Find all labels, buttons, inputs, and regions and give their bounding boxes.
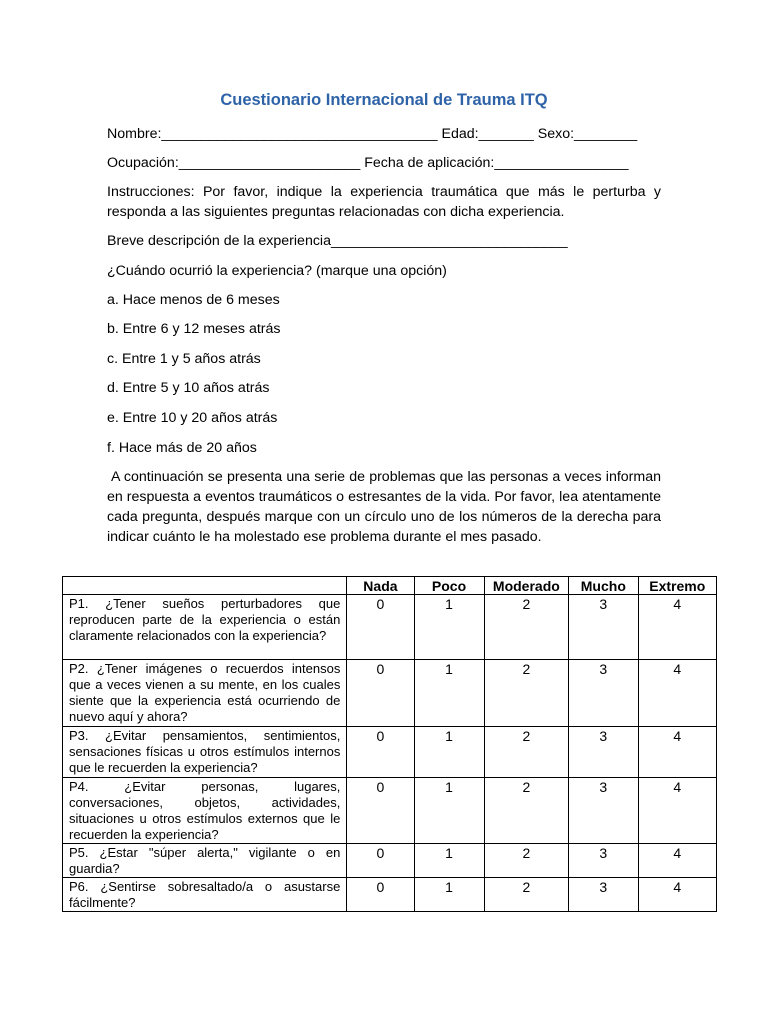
score-cell[interactable]: 4 bbox=[638, 660, 716, 727]
question-cell: P3. ¿Evitar pensamientos, sentimientos, sensaciones físicas u otros estímulos internos que le recuerden la experiencia? bbox=[63, 727, 347, 778]
score-cell[interactable]: 2 bbox=[484, 778, 569, 844]
score-cell[interactable]: 0 bbox=[347, 595, 414, 660]
option-d: d. Entre 5 y 10 años atrás bbox=[107, 380, 270, 396]
occupation-date-line: Ocupación:_______________________ Fecha de aplicación:_________________ bbox=[107, 155, 629, 171]
score-cell[interactable]: 2 bbox=[484, 844, 569, 878]
option-f: f. Hace más de 20 años bbox=[107, 440, 257, 456]
question-cell: P6. ¿Sentirse sobresaltado/a o asustarse fácilmente? bbox=[63, 878, 347, 912]
score-cell[interactable]: 1 bbox=[414, 595, 484, 660]
header-moderado: Moderado bbox=[484, 577, 569, 595]
table-row bbox=[63, 778, 717, 844]
instructions-text: Instrucciones: Por favor, indique la experiencia traumática que más le perturba y responda a las siguientes preguntas relacionadas con dicha experiencia. bbox=[107, 184, 661, 220]
score-cell[interactable]: 3 bbox=[569, 878, 638, 912]
score-cell[interactable]: 3 bbox=[569, 844, 638, 878]
score-cell[interactable]: 3 bbox=[569, 660, 638, 727]
score-cell[interactable]: 0 bbox=[347, 660, 414, 727]
table-header-row bbox=[63, 577, 717, 595]
score-cell[interactable]: 1 bbox=[414, 844, 484, 878]
table-row bbox=[63, 878, 717, 912]
question-cell: P2. ¿Tener imágenes o recuerdos intensos que a veces vienen a su mente, en los cuales siente que la experiencia está ocurriendo de nuevo aquí y ahora? bbox=[63, 660, 347, 727]
score-cell[interactable]: 4 bbox=[638, 778, 716, 844]
score-cell[interactable]: 2 bbox=[484, 727, 569, 778]
option-e: e. Entre 10 y 20 años atrás bbox=[107, 410, 278, 426]
score-cell[interactable]: 4 bbox=[638, 595, 716, 660]
score-cell[interactable]: 3 bbox=[569, 778, 638, 844]
option-c: c. Entre 1 y 5 años atrás bbox=[107, 351, 261, 367]
option-a: a. Hace menos de 6 meses bbox=[107, 292, 280, 308]
score-cell[interactable]: 1 bbox=[414, 727, 484, 778]
page-title: Cuestionario Internacional de Trauma ITQ bbox=[220, 91, 548, 109]
question-cell: P1. ¿Tener sueños perturbadores que reproducen parte de la experiencia o están claramente relacionados con la experiencia? bbox=[63, 595, 347, 660]
table-row bbox=[63, 595, 717, 660]
symptom-table bbox=[62, 576, 717, 912]
table-row bbox=[63, 660, 717, 727]
table-row bbox=[63, 844, 717, 878]
header-question bbox=[63, 577, 347, 595]
score-cell[interactable]: 1 bbox=[414, 660, 484, 727]
score-cell[interactable]: 0 bbox=[347, 727, 414, 778]
score-cell[interactable]: 0 bbox=[347, 878, 414, 912]
score-cell[interactable]: 3 bbox=[569, 595, 638, 660]
question-cell: P5. ¿Estar "súper alerta," vigilante o en guardia? bbox=[63, 844, 347, 878]
option-b: b. Entre 6 y 12 meses atrás bbox=[107, 321, 281, 337]
score-cell[interactable]: 3 bbox=[569, 727, 638, 778]
header-poco: Poco bbox=[414, 577, 484, 595]
score-cell[interactable]: 1 bbox=[414, 778, 484, 844]
question-cell: P4. ¿Evitar personas, lugares, conversaciones, objetos, actividades, situaciones u otros estímulos externos que le recuerden la experiencia? bbox=[63, 778, 347, 844]
when-question: ¿Cuándo ocurrió la experiencia? (marque una opción) bbox=[107, 263, 447, 279]
table-row bbox=[63, 727, 717, 778]
score-cell[interactable]: 1 bbox=[414, 878, 484, 912]
score-cell[interactable]: 4 bbox=[638, 727, 716, 778]
intro-paragraph: A continuación se presenta una serie de problemas que las personas a veces informan en respuesta a eventos traumáticos o estresantes de la vida. Por favor, lea atentamente cada pregunta, después marque con un círculo uno de los números de la derecha para indicar cuánto le ha molestado ese problema durante el mes pasado. bbox=[107, 469, 661, 545]
score-cell[interactable]: 2 bbox=[484, 595, 569, 660]
score-cell[interactable]: 0 bbox=[347, 778, 414, 844]
score-cell[interactable]: 4 bbox=[638, 844, 716, 878]
score-cell[interactable]: 0 bbox=[347, 844, 414, 878]
score-cell[interactable]: 2 bbox=[484, 878, 569, 912]
score-cell[interactable]: 2 bbox=[484, 660, 569, 727]
experience-description-line: Breve descripción de la experiencia______________________________ bbox=[107, 233, 568, 249]
header-mucho: Mucho bbox=[569, 577, 638, 595]
name-age-sex-line: Nombre:___________________________________ Edad:_______ Sexo:________ bbox=[107, 126, 638, 142]
header-extremo: Extremo bbox=[638, 577, 716, 595]
score-cell[interactable]: 4 bbox=[638, 878, 716, 912]
header-nada: Nada bbox=[347, 577, 414, 595]
